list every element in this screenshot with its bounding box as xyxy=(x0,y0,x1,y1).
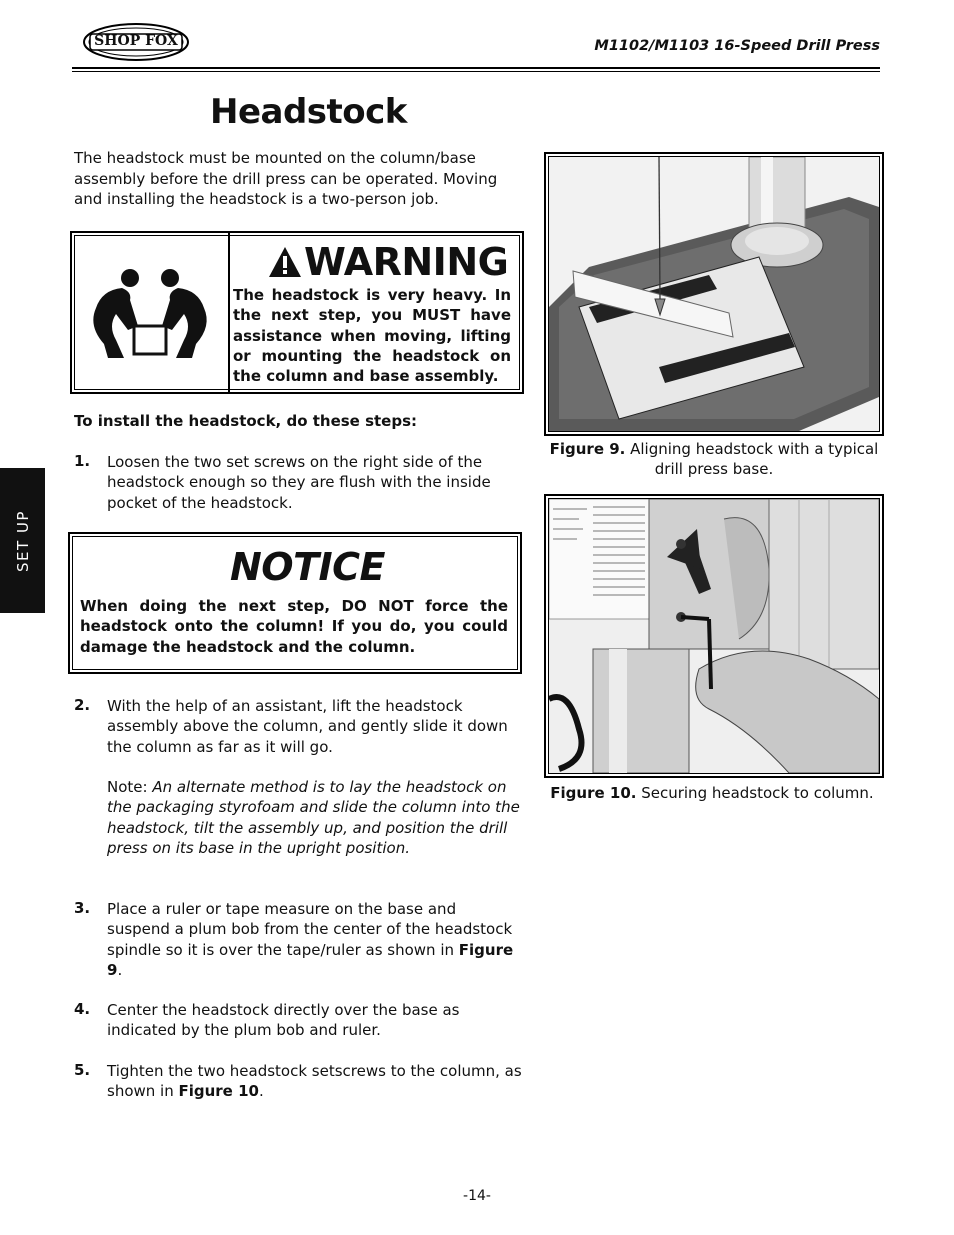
page-title: Headstock xyxy=(210,92,407,132)
header-rule-thin xyxy=(72,71,880,72)
shop-fox-logo xyxy=(82,22,190,62)
warning-triangle-icon xyxy=(268,246,302,282)
figure-9-caption: Figure 9. Aligning headstock with a typical drill press base. xyxy=(549,440,879,478)
section-tab xyxy=(0,468,45,613)
step-text: Loosen the two set screws on the right side of the headstock enough so they are flush with the inside pocket of the headstock. xyxy=(107,453,491,512)
step-number: 2. xyxy=(74,696,91,714)
step-text: With the help of an assistant, lift the headstock assembly above the column, and gently slide it down the column as far as it will go. xyxy=(107,697,508,756)
logo-text: SHOP FOX xyxy=(94,33,178,49)
step-text: Tighten the two headstock setscrews to the column, as shown in Figure 10. xyxy=(107,1062,522,1101)
notice-text: When doing the next step, DO NOT force the headstock onto the column! If you do, you could damage the headstock and the column. xyxy=(80,597,508,656)
figure-reference: Figure 10 xyxy=(178,1082,259,1101)
step-text: Place a ruler or tape measure on the base and suspend a plum bob from the center of the headstock spindle so it is over the tape/ruler as shown in Figure 9. xyxy=(107,900,514,979)
warning-heading: WARNING xyxy=(304,240,509,284)
figure-label: Figure 10. xyxy=(550,784,637,802)
page-number: -14- xyxy=(463,1188,491,1204)
note-text: An alternate method is to lay the headstock on the packaging styrofoam and slide the column into the headstock, tilt the assembly up, and position the drill press on its base in the upright position. xyxy=(107,778,520,857)
step-text: Center the headstock directly over the base as indicated by the plum bob and ruler. xyxy=(107,1001,460,1040)
header-rule xyxy=(72,67,880,69)
figure-label: Figure 9. xyxy=(549,440,626,458)
figure-9-image xyxy=(544,152,884,436)
step-note xyxy=(107,777,522,858)
two-person-lift-icon xyxy=(82,268,218,370)
steps-intro: To install the headstock, do these steps: xyxy=(74,412,418,430)
figure-10-caption: Figure 10. Securing headstock to column. xyxy=(550,784,874,802)
note-label: Note: xyxy=(107,778,148,796)
figure-10-image xyxy=(544,494,884,778)
intro-paragraph: The headstock must be mounted on the column/base assembly before the drill press can be operated. Moving and installing the headstock is a two-person job. xyxy=(74,149,498,208)
step-number: 1. xyxy=(74,452,91,470)
step-number: 5. xyxy=(74,1061,91,1079)
document-title: M1102/M1103 16-Speed Drill Press xyxy=(594,38,880,54)
warning-text: The headstock is very heavy. In the next step, you MUST have assistance when moving, lifting or mounting the headstock on the column and base assembly. xyxy=(233,286,511,386)
figure-reference: Figure 9 xyxy=(107,940,514,979)
step-number: 4. xyxy=(74,1000,91,1018)
step-number: 3. xyxy=(74,899,91,917)
notice-heading: NOTICE xyxy=(230,545,386,589)
section-tab-label: SET UP xyxy=(13,509,32,572)
